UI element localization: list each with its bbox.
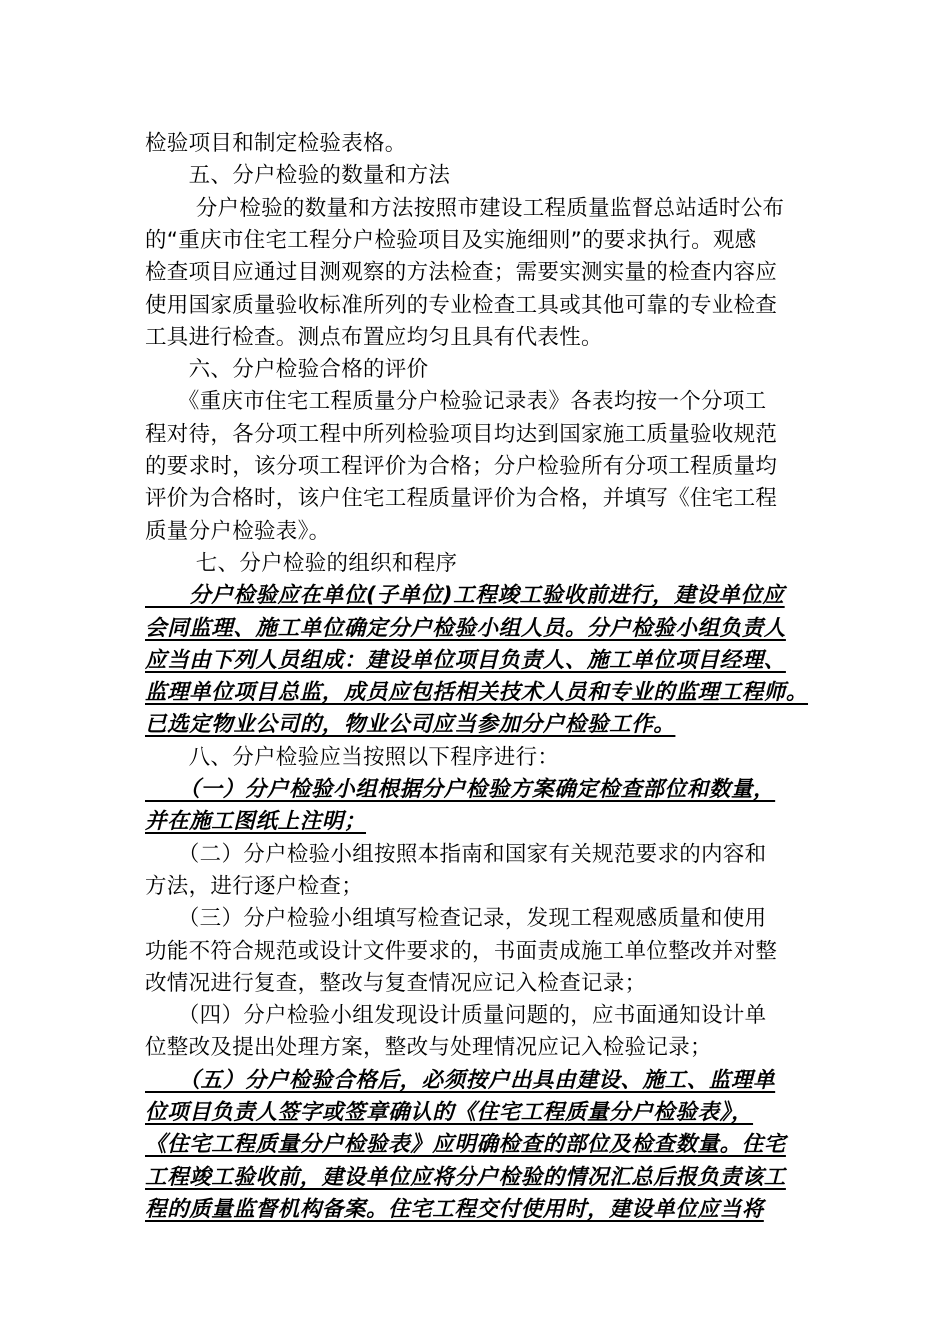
- emphasized-text-line: 并在施工图纸上注明；: [145, 809, 367, 835]
- emphasized-text-line: 位项目负责人签字或签章确认的《住宅工程质量分户检验表》，: [145, 1100, 754, 1125]
- text-line: 的要求时，该分项工程评价为合格；分户检验所有分项工程质量均: [145, 454, 778, 479]
- emphasized-text-line: 工程竣工验收前，建设单位应将分户检验的情况汇总后报负责该工: [145, 1164, 786, 1190]
- emphasized-text-line: 已选定物业公司的，物业公司应当参加分户检验工作。: [145, 712, 676, 738]
- text-line: 改情况进行复查，整改与复查情况应记入检查记录；: [145, 970, 647, 996]
- text-line: 功能不符合规范或设计文件要求的，书面责成施工单位整改并对整: [145, 938, 778, 964]
- text-line: （三）分户检验小组填写检查记录，发现工程观感质量和使用: [145, 906, 767, 932]
- text-line: 检验项目和制定检验表格。: [145, 131, 407, 156]
- text-line: 七、分户检验的组织和程序: [145, 550, 458, 576]
- text-line: 位整改及提出处理方案，整改与处理情况应记入检验记录；: [145, 1035, 712, 1061]
- text-line: （二）分户检验小组按照本指南和国家有关规范要求的内容和: [145, 841, 767, 867]
- text-line: 六、分户检验合格的评价: [145, 357, 429, 383]
- text-line: 程对待，各分项工程中所列检验项目均达到国家施工质量验收规范: [145, 421, 778, 447]
- text-line: 分户检验的数量和方法按照市建设工程质量监督总站适时公布: [145, 195, 785, 221]
- emphasized-text-line: 监理单位项目总监，成员应包括相关技术人员和专业的监理工程师。: [145, 680, 809, 706]
- text-line: 评价为合格时，该户住宅工程质量评价为合格，并填写《住宅工程: [145, 486, 778, 512]
- emphasized-text-line: 分户检验应在单位(子单位)工程竣工验收前进行，建设单位应: [145, 583, 785, 609]
- emphasized-text-line: （五）分户检验合格后，必须按户出具由建设、施工、监理单: [145, 1067, 776, 1093]
- text-line: （四）分户检验小组发现设计质量问题的，应书面通知设计单: [145, 1003, 767, 1029]
- text-line: 工具进行检查。测点布置应均匀且具有代表性。: [145, 324, 603, 350]
- text-line: 《重庆市住宅工程质量分户检验记录表》各表均按一个分项工: [145, 389, 767, 415]
- emphasized-text-line: 会同监理、施工单位确定分户检验小组人员。分户检验小组负责人: [145, 615, 786, 641]
- text-line: 方法，进行逐户检查；: [145, 873, 364, 899]
- text-line: 质量分户检验表》。: [145, 518, 331, 544]
- emphasized-text-line: 程的质量监督机构备案。住宅工程交付使用时，建设单位应当将: [145, 1196, 764, 1222]
- text-line: 使用国家质量验收标准所列的专业检查工具或其他可靠的专业检查: [145, 292, 778, 318]
- text-line: 检查项目应通过目测观察的方法检查；需要实测实量的检查内容应: [145, 260, 778, 286]
- emphasized-text-line: 应当由下列人员组成：建设单位项目负责人、施工单位项目经理、: [145, 647, 786, 673]
- text-line: 八、分户检验应当按照以下程序进行：: [145, 744, 560, 770]
- text-line: 五、分户检验的数量和方法: [145, 163, 451, 189]
- emphasized-text-line: （一）分户检验小组根据分户检验方案确定检查部位和数量，: [145, 777, 776, 802]
- text-line: 的“重庆市住宅工程分户检验项目及实施细则”的要求执行。观感: [145, 227, 757, 253]
- emphasized-text-line: 《住宅工程质量分户检验表》应明确检查的部位及检查数量。住宅: [145, 1132, 786, 1158]
